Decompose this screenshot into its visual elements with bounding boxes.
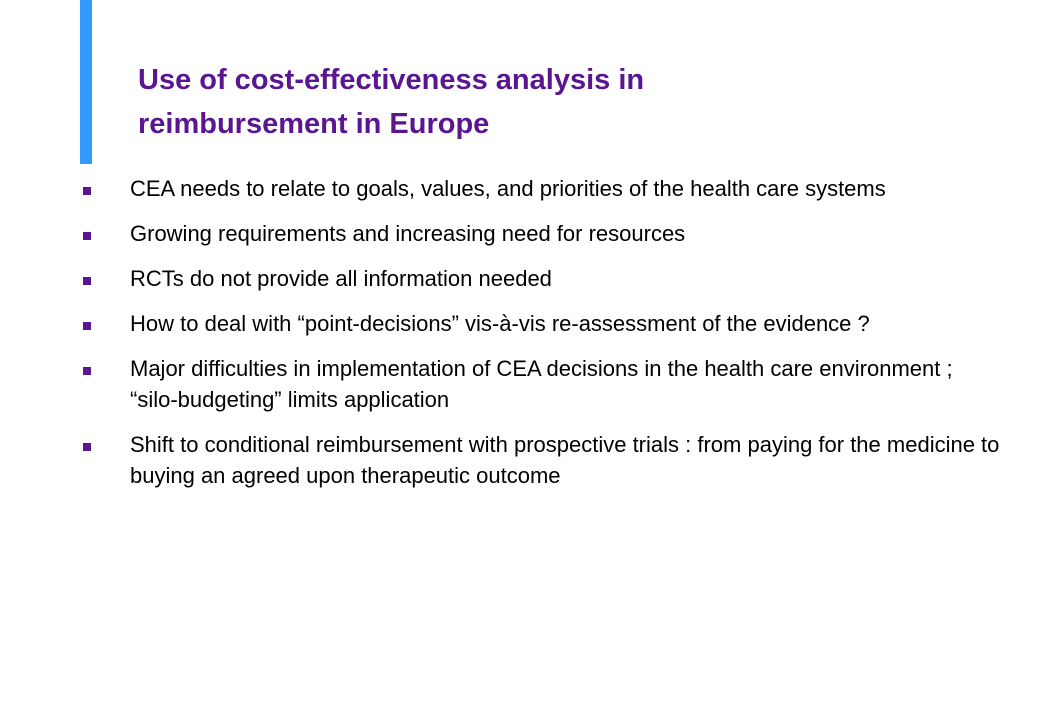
bullet-text: CEA needs to relate to goals, values, and priorities of the health care systems	[130, 176, 886, 201]
bullet-text: Shift to conditional reimbursement with prospective trials : from paying for the medicine to buying an agreed upon therapeutic outcome	[130, 432, 1000, 488]
square-bullet-icon	[83, 367, 91, 375]
bullet-item	[80, 429, 1000, 491]
square-bullet-icon	[83, 232, 91, 240]
accent-bar	[80, 0, 92, 164]
slide-title-line-1: Use of cost-effectiveness analysis in	[138, 64, 645, 96]
bullet-text: How to deal with “point-decisions” vis-à-vis re-assessment of the evidence ?	[130, 311, 870, 336]
bullet-text: Growing requirements and increasing need for resources	[130, 221, 686, 246]
slide-title	[138, 58, 998, 146]
square-bullet-icon	[83, 187, 91, 195]
bullet-item	[80, 173, 1000, 204]
square-bullet-icon	[83, 277, 91, 285]
bullet-text: Major difficulties in implementation of CEA decisions in the health care environment ; “silo-budgeting” limits application	[130, 356, 953, 412]
square-bullet-icon	[83, 443, 91, 451]
bullet-item	[80, 353, 1000, 415]
bullet-list	[80, 173, 1000, 491]
bullet-item	[80, 263, 1000, 294]
square-bullet-icon	[83, 322, 91, 330]
slide-title-line-2: reimbursement in Europe	[138, 108, 490, 140]
bullet-item	[80, 218, 1000, 249]
bullet-item	[80, 308, 1000, 339]
bullet-text: RCTs do not provide all information needed	[130, 266, 552, 291]
